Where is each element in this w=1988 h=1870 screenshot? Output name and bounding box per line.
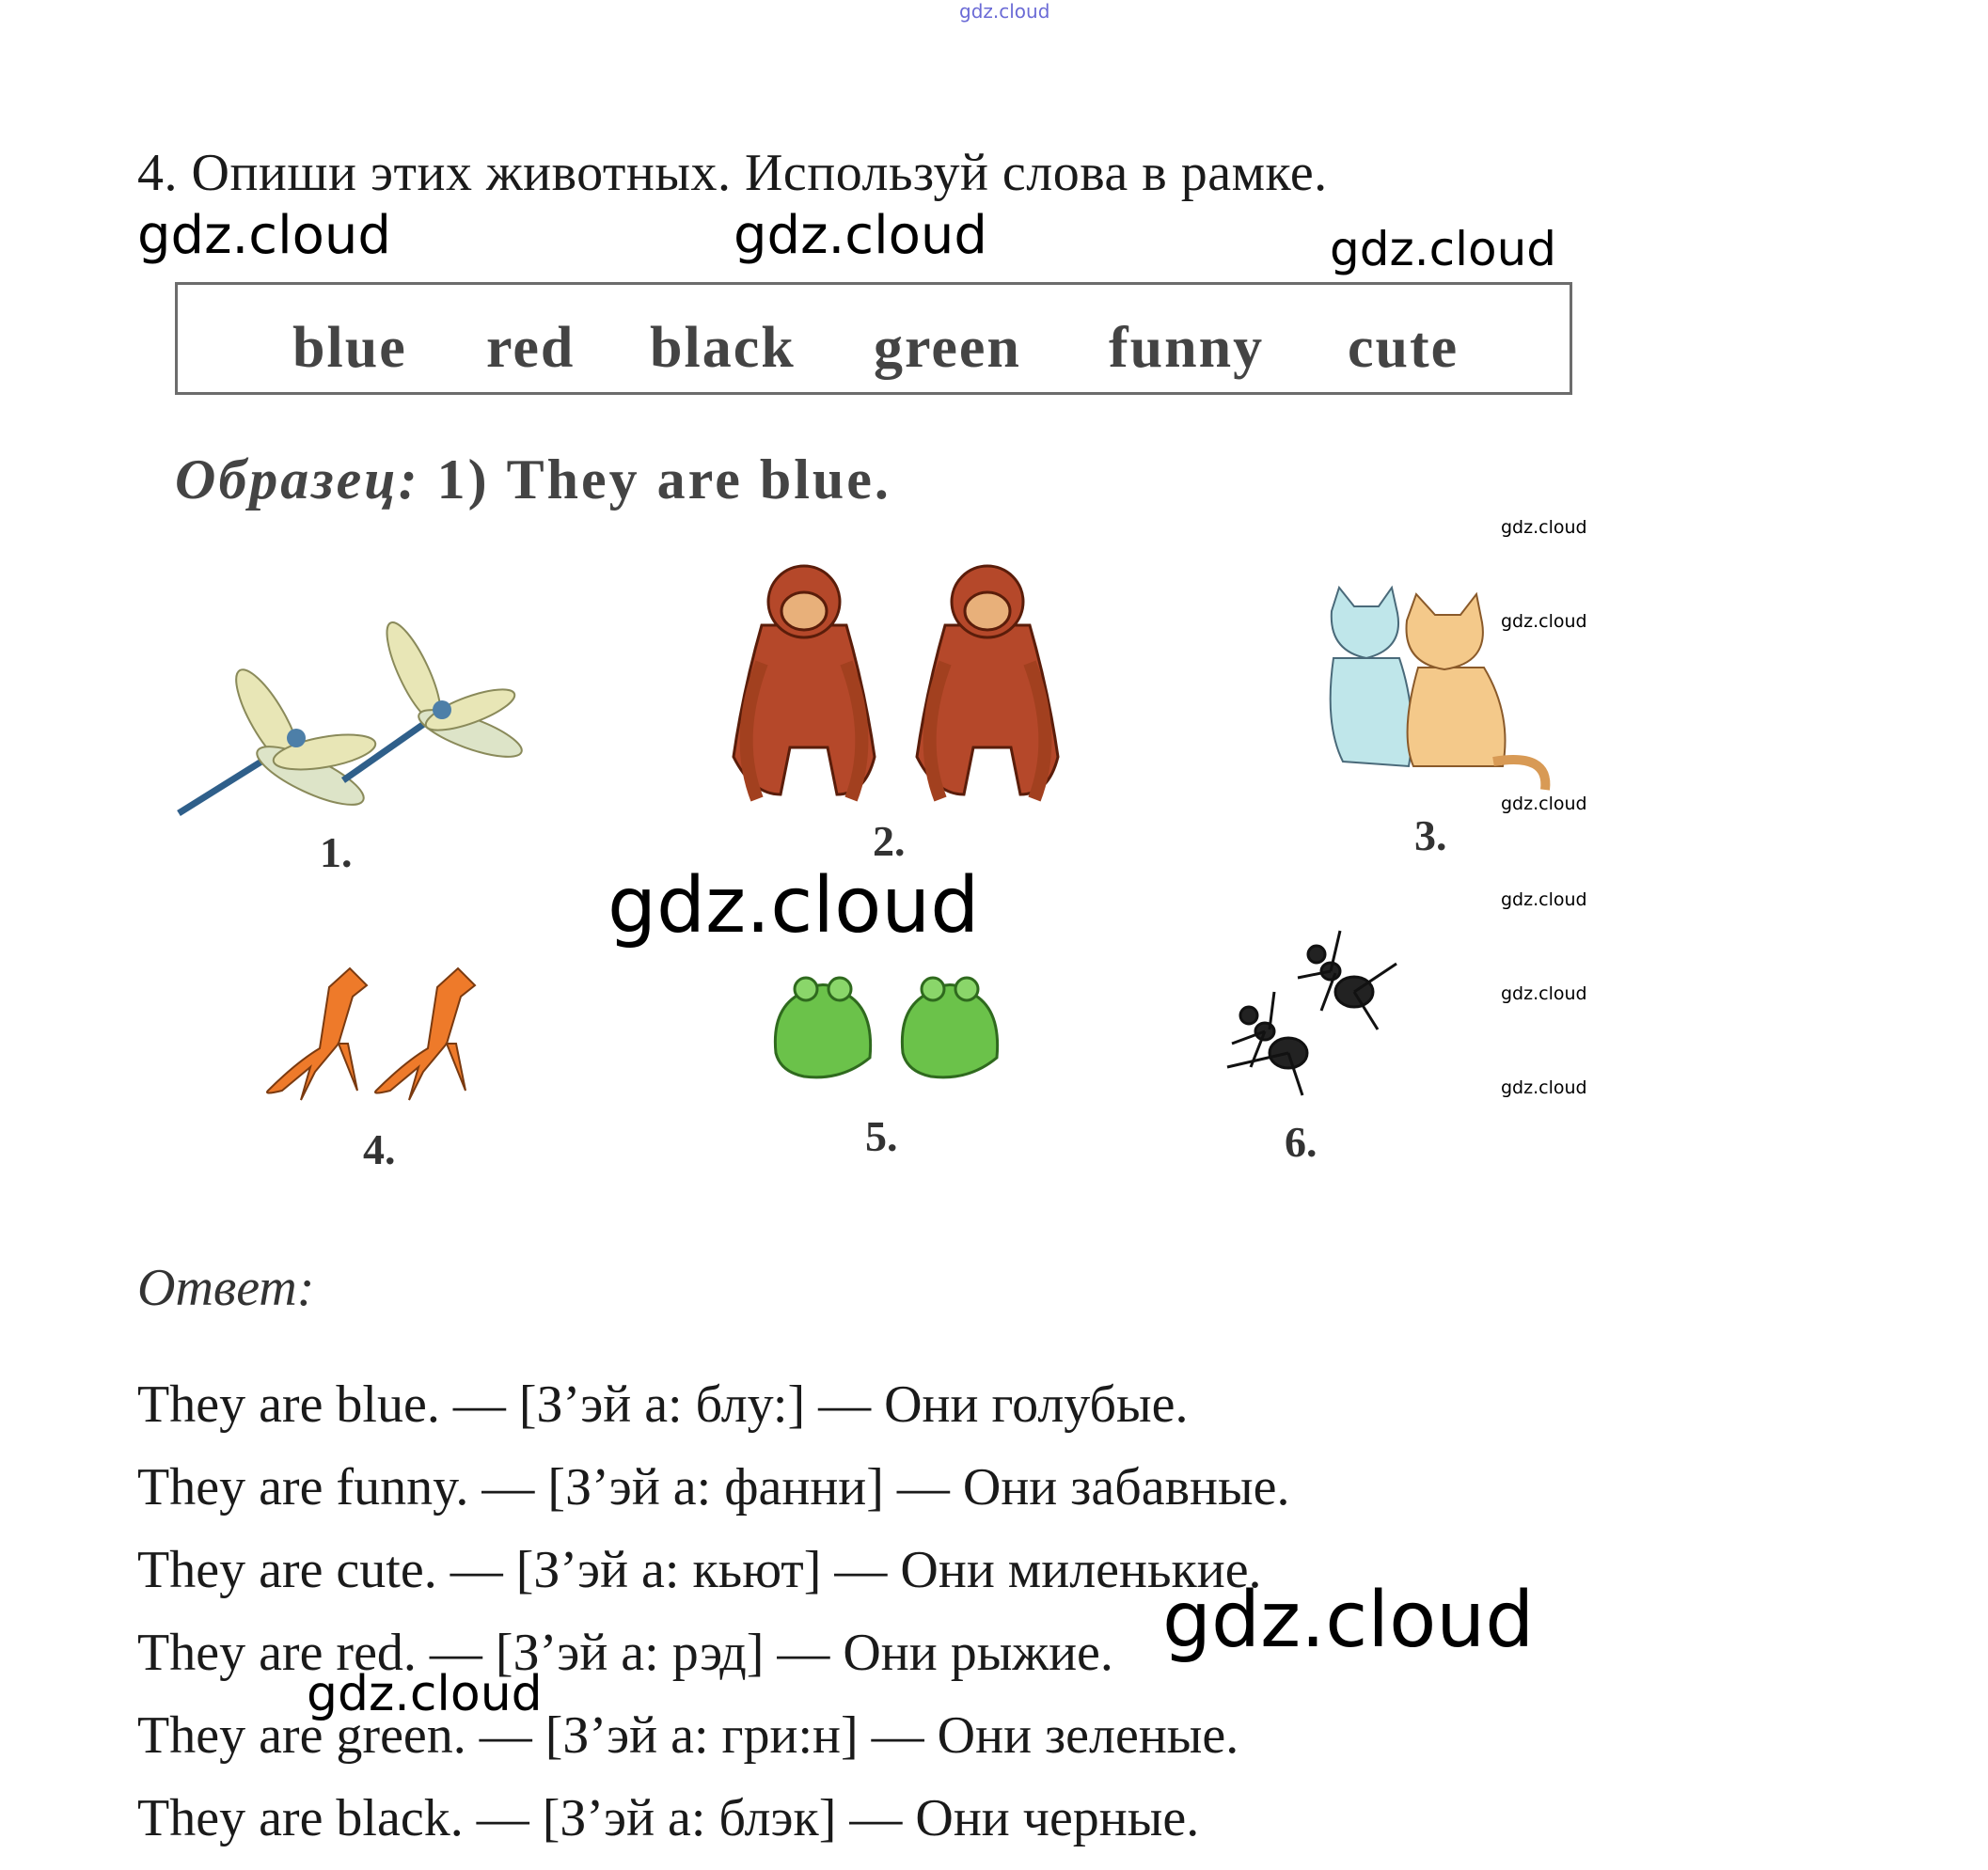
watermark-header-center: gdz.cloud: [734, 205, 987, 266]
foxes-icon: [263, 959, 517, 1109]
word-black: black: [650, 316, 796, 380]
picture-number-5: 5.: [865, 1112, 898, 1160]
answer-line-4: They are red. — [З’эй а: рэд] — Они рыжие.: [137, 1624, 1113, 1682]
dragonflies-icon: [169, 621, 527, 827]
word-funny: funny: [1109, 316, 1265, 380]
watermark-side: gdz.cloud: [1501, 517, 1587, 538]
picture-number-3: 3.: [1414, 811, 1447, 859]
example-label: Образец:: [175, 448, 420, 511]
word-cute: cute: [1348, 316, 1459, 380]
watermark-header-right: gdz.cloud: [1330, 222, 1557, 276]
watermark-side: gdz.cloud: [1501, 611, 1587, 632]
watermark-top: gdz.cloud: [959, 0, 1050, 23]
picture-number-4: 4.: [363, 1125, 396, 1173]
word-red: red: [486, 316, 576, 380]
answer-line-5: They are green. — [З’эй а: гри:н] — Они зеленые.: [137, 1706, 1239, 1765]
frogs-icon: [766, 968, 1011, 1091]
answer-line-1: They are blue. — [З’эй а: блу:] — Они голубые.: [137, 1375, 1189, 1434]
picture-number-1: 1.: [320, 828, 353, 876]
picture-number-6: 6.: [1285, 1118, 1317, 1166]
task-title: 4. Опиши этих животных. Используй слова в рамке.: [137, 144, 1328, 202]
watermark-bottom-small: gdz.cloud: [307, 1666, 543, 1722]
watermark-header-left: gdz.cloud: [137, 205, 391, 266]
answer-line-6: They are black. — [З’эй а: блэк] — Они черные.: [137, 1789, 1200, 1847]
ants-icon: [1213, 926, 1420, 1105]
kittens-icon: [1305, 583, 1587, 799]
watermark-side: gdz.cloud: [1501, 889, 1587, 910]
answer-line-3: They are cute. — [З’эй а: кьют] — Они миленькие.: [137, 1541, 1262, 1599]
watermark-bottom-big: gdz.cloud: [1162, 1576, 1535, 1665]
word-green: green: [874, 316, 1021, 380]
watermark-side: gdz.cloud: [1501, 983, 1587, 1004]
picture-number-2: 2.: [873, 817, 906, 865]
watermark-side: gdz.cloud: [1501, 794, 1587, 814]
word-blue: blue: [292, 316, 407, 380]
watermark-center: gdz.cloud: [607, 861, 980, 951]
example-text: 1) They are blue.: [436, 448, 891, 511]
word-box: [175, 282, 1572, 395]
answer-label: Ответ:: [137, 1259, 315, 1317]
watermark-side: gdz.cloud: [1501, 1077, 1587, 1098]
answer-line-2: They are funny. — [З’эй а: фанни] — Они забавные.: [137, 1458, 1290, 1516]
monkeys-icon: [724, 559, 1081, 813]
example-sentence: [175, 448, 891, 512]
